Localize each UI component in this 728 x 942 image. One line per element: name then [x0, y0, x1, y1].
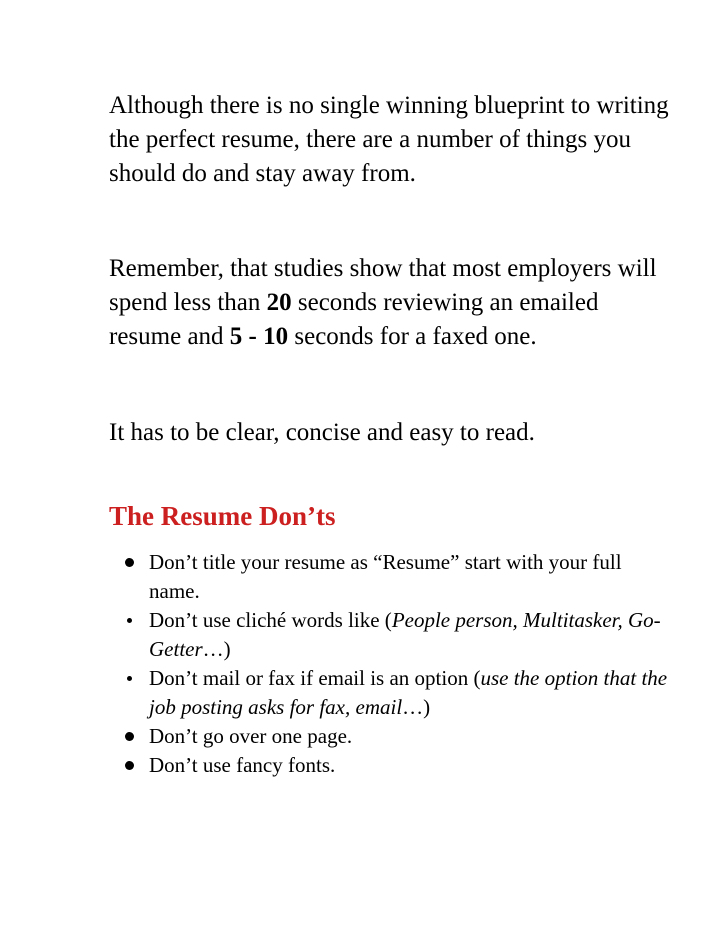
list-item-text-plain-end: …)	[202, 637, 231, 661]
section-heading: The Resume Don’ts	[109, 501, 336, 531]
list-item-text-plain: Don’t use cliché words like (	[149, 608, 392, 632]
list-item	[108, 664, 668, 722]
bullet-icon	[127, 676, 132, 681]
list-item-text-italic: People person, Multitasker, Go-Getter	[149, 608, 661, 661]
list-item-text: Don’t use fancy fonts.	[149, 753, 336, 777]
seconds-email-value: 20	[266, 289, 292, 316]
bullet-icon	[125, 761, 134, 770]
list-item-text	[149, 666, 667, 719]
list-item	[108, 606, 668, 664]
intro-paragraph-3-text: It has to be clear, concise and easy to read.	[109, 419, 535, 446]
list-item	[108, 548, 668, 606]
seconds-fax-value: 5 - 10	[229, 323, 289, 350]
intro-paragraph-1	[109, 89, 669, 191]
list-item-text	[149, 608, 661, 661]
intro-paragraph-2-text-b: seconds reviewing an emailed resume and	[109, 289, 599, 350]
intro-paragraph-1-text: Although there is no single winning blueprint to writing the perfect resume, there are a number of things you should do and stay away from.	[109, 92, 669, 187]
intro-paragraph-2-text-c: seconds for a faxed one.	[288, 323, 537, 350]
bullet-icon	[127, 618, 132, 623]
list-item-text-italic: use the option that the job posting asks for fax, email	[149, 666, 668, 719]
list-item-text-plain-end: …)	[402, 695, 431, 719]
intro-paragraph-2-text-a: Remember, that studies show that most employers will spend less than	[109, 255, 657, 316]
list-item	[108, 751, 668, 780]
list-item-text-plain: Don’t mail or fax if email is an option (	[149, 666, 481, 690]
donts-list	[108, 548, 668, 780]
list-item-text: Don’t go over one page.	[149, 724, 353, 748]
list-item-text: Don’t title your resume as “Resume” start with your full name.	[149, 550, 622, 603]
intro-paragraph-2	[109, 252, 669, 354]
intro-paragraph-3	[109, 416, 669, 450]
list-item	[108, 722, 668, 751]
bullet-icon	[125, 558, 134, 567]
bullet-icon	[125, 732, 134, 741]
